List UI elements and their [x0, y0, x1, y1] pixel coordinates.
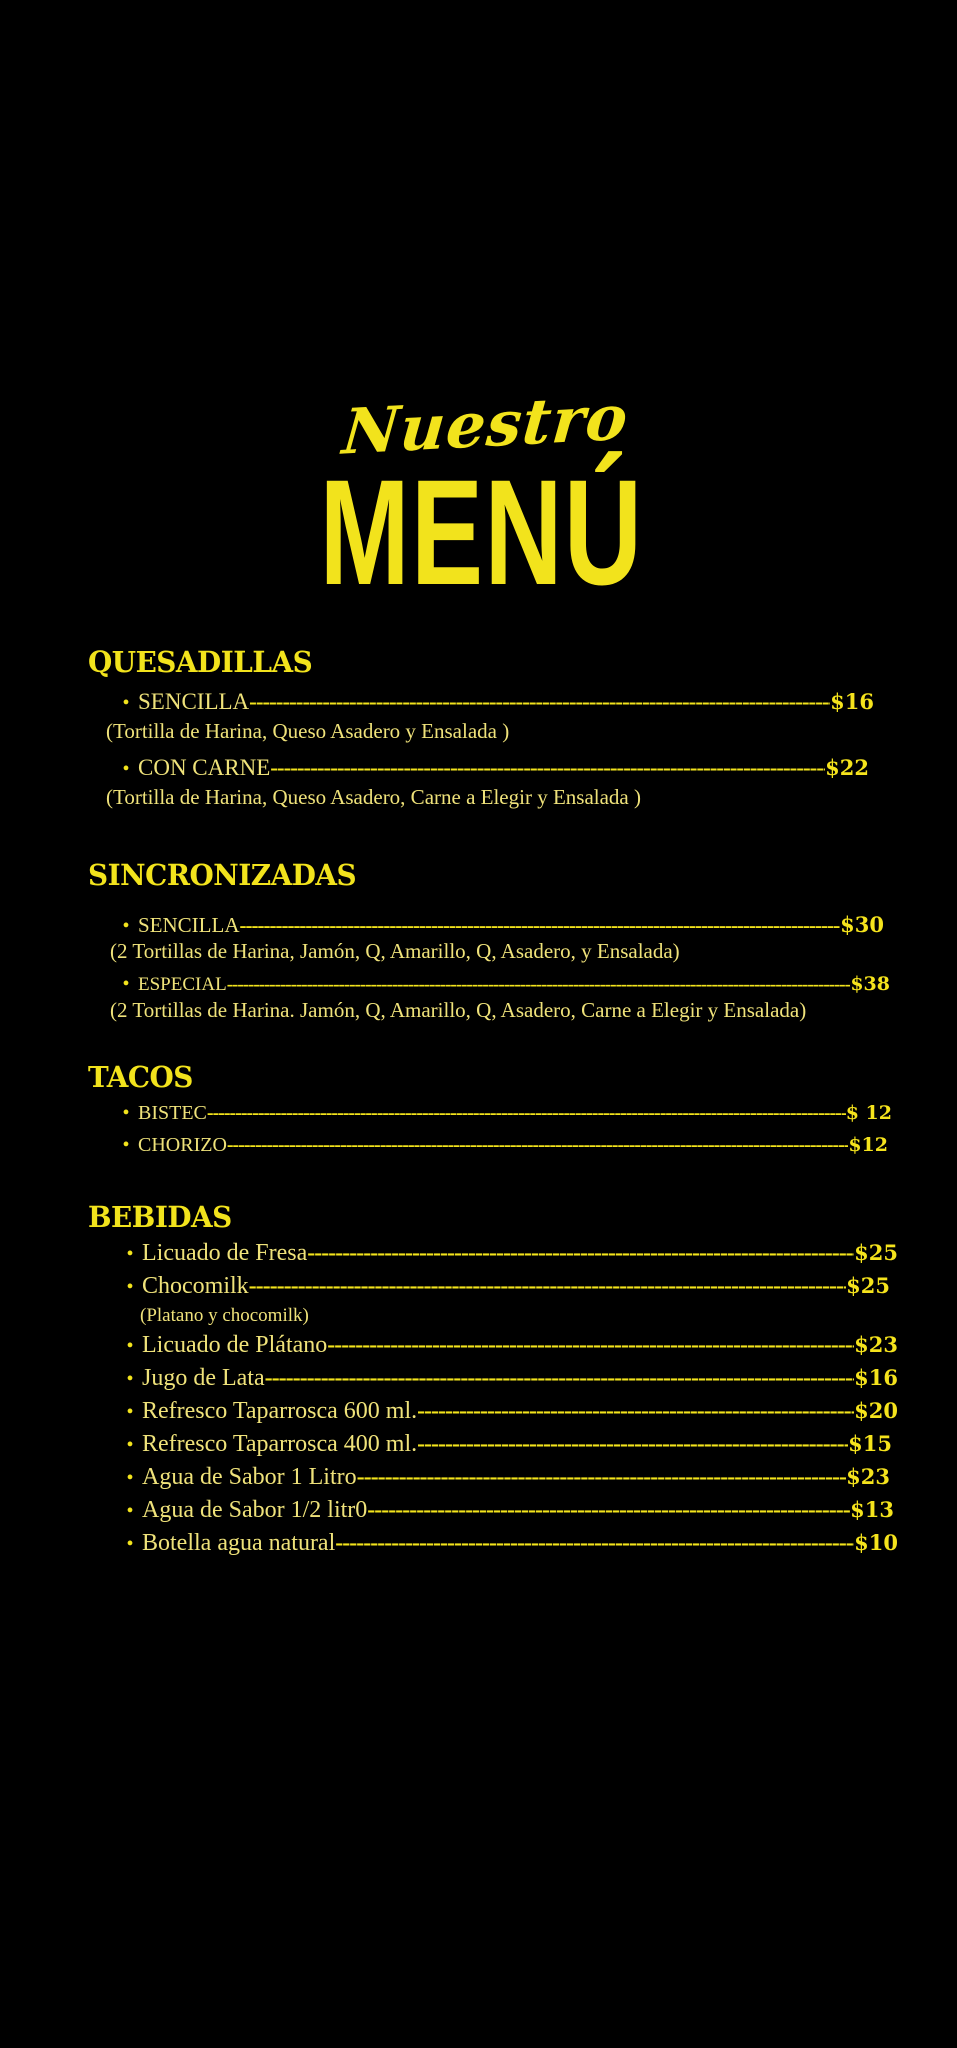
item-name: Refresco Taparrosca 600 ml.: [142, 1398, 418, 1424]
menu-body: [88, 642, 898, 1560]
dotted-leader: [335, 1527, 854, 1559]
section-title: SINCRONIZADAS: [88, 858, 357, 892]
item-price: $30: [840, 912, 884, 937]
item-price: $22: [825, 755, 869, 780]
dotted-leader: [265, 1362, 855, 1394]
dotted-leader: [367, 1494, 850, 1526]
dotted-leader: [207, 1097, 846, 1125]
item-name: Jugo de Lata: [142, 1365, 265, 1391]
item-name: SENCILLA: [138, 689, 250, 714]
bullet-icon: •: [122, 1102, 130, 1124]
menu-item: [88, 1461, 890, 1494]
dotted-leader: [227, 971, 851, 999]
item-name: Botella agua natural: [142, 1530, 336, 1556]
bullet-icon: •: [122, 1134, 130, 1156]
bullet-icon: •: [126, 1335, 134, 1357]
bullet-icon: •: [126, 1368, 134, 1390]
item-description: (Tortilla de Harina, Queso Asadero, Carne a Elegir y Ensalada ): [106, 785, 641, 809]
menu-item: [88, 911, 884, 940]
menu-item: [88, 1237, 898, 1270]
dotted-leader: [240, 911, 841, 939]
section-bebidas: [88, 1197, 898, 1560]
menu-item: [88, 1270, 890, 1303]
section-sincronizadas: [88, 855, 890, 1022]
bullet-icon: •: [126, 1434, 134, 1456]
menu-item: [88, 1395, 898, 1428]
menu-item: [88, 1097, 892, 1129]
menu-item: [88, 1527, 898, 1560]
section-title: BEBIDAS: [88, 1200, 232, 1234]
menu-item: [88, 1329, 898, 1362]
item-price: $13: [850, 1497, 894, 1522]
item-description: (2 Tortillas de Harina, Jamón, Q, Amarillo, Q, Asadero, y Ensalada): [110, 939, 680, 963]
bullet-icon: •: [122, 973, 130, 995]
item-price: $38: [850, 973, 890, 995]
section-title: TACOS: [88, 1060, 193, 1094]
bullet-icon: •: [126, 1243, 134, 1265]
menu-header: [0, 380, 957, 616]
dotted-leader: [249, 686, 830, 717]
bullet-icon: •: [122, 758, 130, 780]
item-name: CON CARNE: [138, 755, 271, 780]
item-name: Licuado de Fresa: [142, 1240, 308, 1266]
dotted-leader: [270, 752, 825, 783]
bullet-icon: •: [122, 915, 130, 937]
item-description: (Tortilla de Harina, Queso Asadero y Ensalada ): [106, 719, 510, 743]
item-name: Refresco Taparrosca 400 ml.: [142, 1431, 418, 1457]
item-name: Agua de Sabor 1/2 litr0: [142, 1497, 368, 1523]
item-price: $20: [854, 1398, 898, 1423]
item-name: ESPECIAL: [138, 974, 227, 995]
item-description: (2 Tortillas de Harina. Jamón, Q, Amarillo, Q, Asadero, Carne a Elegir y Ensalada): [110, 998, 807, 1022]
bullet-icon: •: [126, 1500, 134, 1522]
item-description: (Platano y chocomilk): [140, 1305, 309, 1326]
menu-item: [88, 970, 890, 999]
bullet-icon: •: [126, 1401, 134, 1423]
item-name: SENCILLA: [138, 913, 240, 937]
dotted-leader: [327, 1329, 854, 1361]
menu-item: [88, 1494, 894, 1527]
section-tacos: [88, 1057, 892, 1161]
item-price: $25: [854, 1240, 898, 1265]
item-price: $12: [848, 1134, 888, 1156]
item-price: $25: [846, 1273, 890, 1298]
item-name: BISTEC: [138, 1102, 207, 1124]
item-price: $ 12: [845, 1102, 892, 1124]
dotted-leader: [307, 1237, 854, 1269]
item-price: $23: [854, 1332, 898, 1357]
bullet-icon: •: [122, 692, 130, 714]
item-price: $16: [830, 689, 874, 714]
item-name: Chocomilk: [142, 1273, 249, 1299]
item-price: $16: [854, 1365, 898, 1390]
item-price: $15: [848, 1431, 892, 1456]
bullet-icon: •: [126, 1533, 134, 1555]
dotted-leader: [417, 1428, 848, 1460]
dotted-leader: [227, 1129, 848, 1157]
section-quesadillas: [88, 642, 874, 810]
menu-item: [88, 752, 869, 785]
item-name: Agua de Sabor 1 Litro: [142, 1464, 357, 1490]
dotted-leader: [417, 1395, 854, 1427]
item-name: Licuado de Plátano: [142, 1332, 328, 1358]
dotted-leader: [357, 1461, 847, 1493]
item-price: $10: [854, 1530, 898, 1555]
bullet-icon: •: [126, 1467, 134, 1489]
bullet-icon: •: [126, 1276, 134, 1298]
menu-item: [88, 1428, 892, 1461]
item-name: CHORIZO: [138, 1134, 227, 1156]
main-title: MENÚ: [319, 448, 644, 616]
menu-item: [88, 686, 874, 719]
menu-item: [88, 1362, 898, 1395]
item-price: $23: [846, 1464, 890, 1489]
section-title: QUESADILLAS: [88, 645, 313, 679]
script-title: Nuestro: [339, 380, 632, 469]
menu-item: [88, 1129, 888, 1161]
dotted-leader: [249, 1270, 846, 1302]
